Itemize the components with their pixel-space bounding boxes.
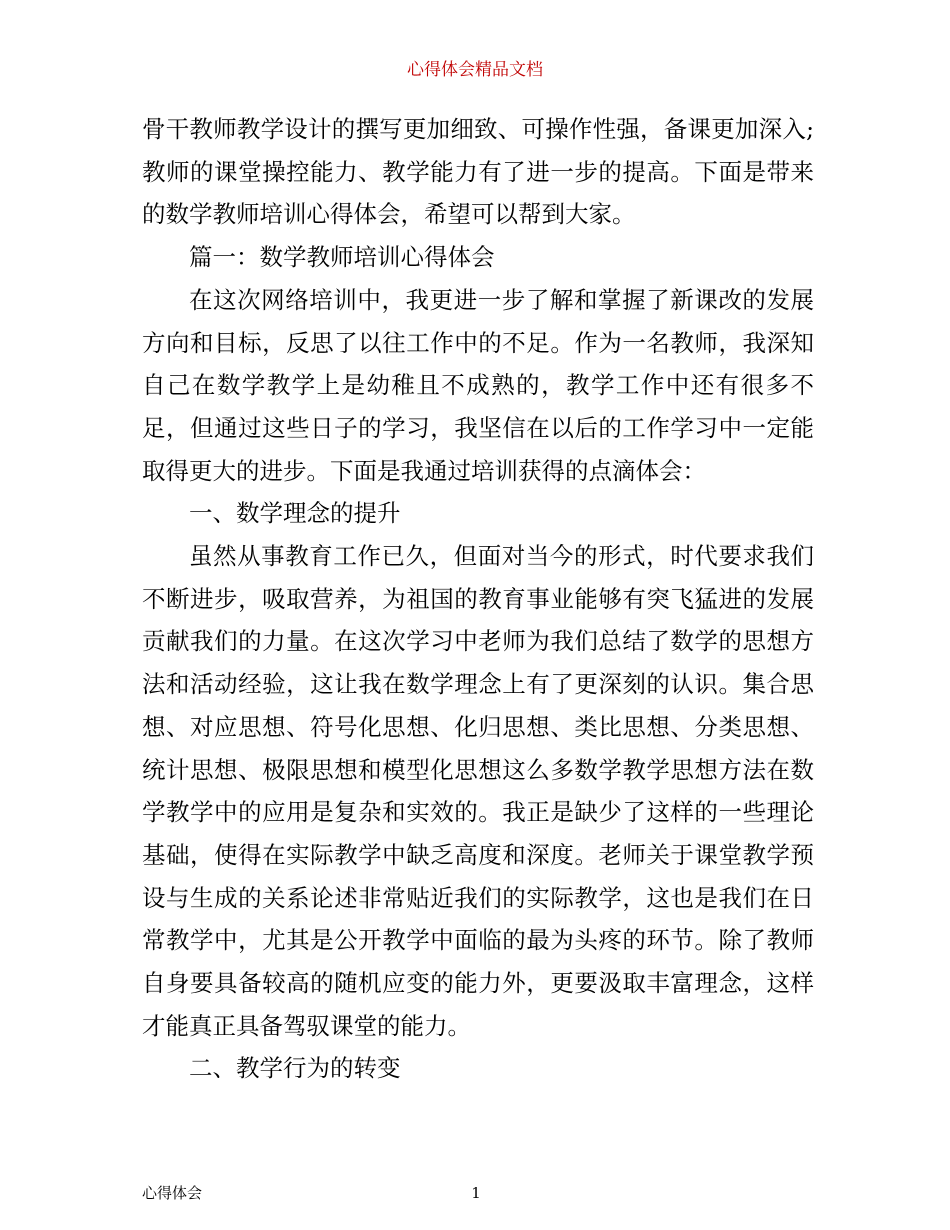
paragraph-subheading-2: 二、教学行为的转变: [189, 1054, 401, 1083]
paragraph-body: 虽然从事教育工作已久，但面对当今的形式，时代要求我们不断进步，吸取营养，为祖国的教育事业能够有突飞猛进的发展贡献我们的力量。在这次学习中老师为我们总结了数学的思想方法和活动经验，这让我在数学理念上有了更深刻的认识。集合思想、对应思想、符号化思想、化归思想、类比思想、分类思想、统计思想、极限思想和模型化思想这么多数学教学思想方法在数学教学中的应用是复杂和实效的。我正是缺少了这样的一些理论基础，使得在实际教学中缺乏高度和深度。老师关于课堂教学预设与生成的关系论述非常贴近我们的实际教学，这也是我们在日常教学中，尤其是公开教学中面临的最为头疼的环节。除了教师自身要具备较高的随机应变的能力外，更要汲取丰富理念，这样才能真正具备驾驭课堂的能力。: [142, 542, 814, 1040]
paragraph-body: 在这次网络培训中，我更进一步了解和掌握了新课改的发展方向和目标，反思了以往工作中的不足。作为一名教师，我深知自己在数学教学上是幼稚且不成熟的，教学工作中还有很多不足，但通过这些日子的学习，我坚信在以后的工作学习中一定能取得更大的进步。下面是我通过培训获得的点滴体会：: [142, 285, 814, 485]
paragraph-intro: 骨干教师教学设计的撰写更加细致、可操作性强，备课更加深入;教师的课堂操控能力、教学能力有了进一步的提高。下面是带来的数学教师培训心得体会，希望可以帮到大家。: [142, 115, 814, 229]
page-number: 1: [471, 1184, 481, 1202]
paragraph-section-heading: 篇一：数学教师培训心得体会: [189, 243, 495, 272]
paragraph-subheading-1: 一、数学理念的提升: [189, 499, 401, 528]
document-body: [142, 108, 814, 1090]
footer-label: 心得体会: [142, 1184, 203, 1202]
page-header-title: 心得体会精品文档: [407, 60, 543, 80]
